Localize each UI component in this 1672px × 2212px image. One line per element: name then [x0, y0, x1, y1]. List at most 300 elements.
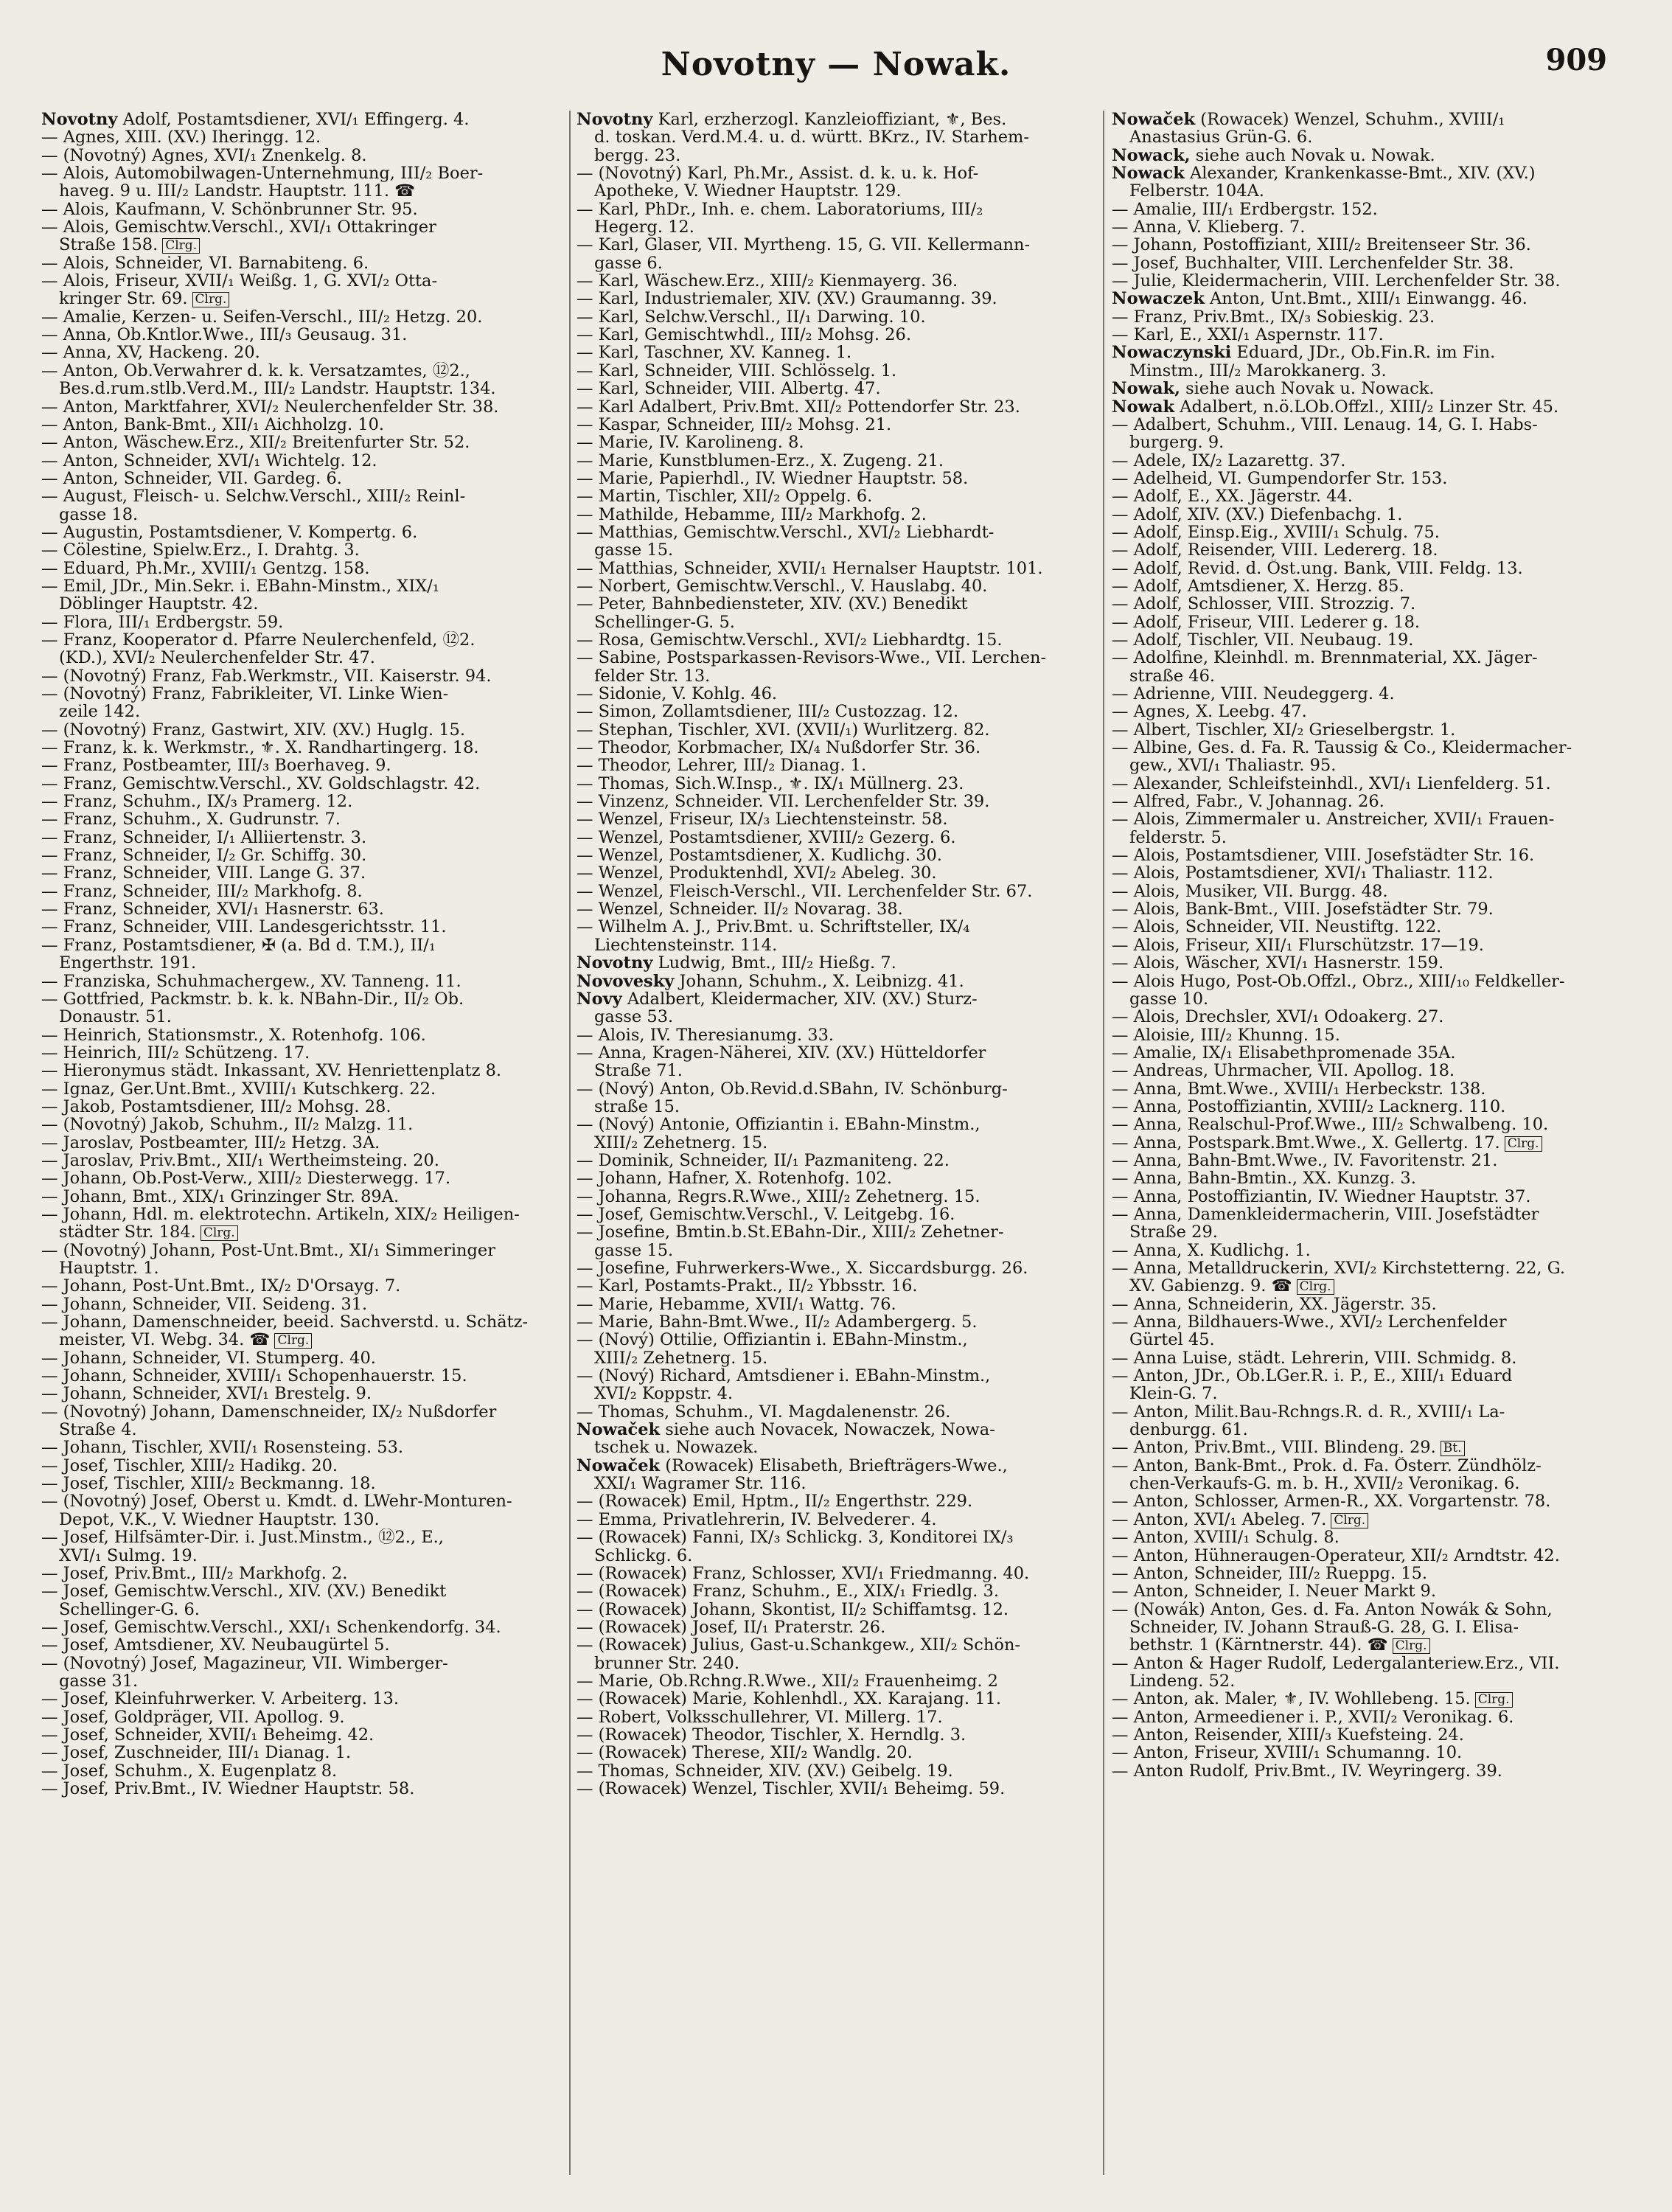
entry-text: Alexander, Krankenkasse-Bmt., XIV. (XV.) — [1184, 164, 1536, 183]
directory-entry-line — [577, 111, 1085, 128]
entry-text: — Wenzel, Postamtsdiener, X. Kudlichg. 30. — [577, 846, 942, 865]
directory-entry-line — [577, 362, 1085, 380]
entry-surname: Nowaczek — [1112, 290, 1205, 308]
directory-entry-line — [41, 1152, 550, 1169]
entry-text: haveg. 9 u. III/₂ Landstr. Hauptstr. 111. ☎ — [59, 182, 416, 201]
directory-entry-line — [577, 1565, 1085, 1582]
directory-entry-line — [41, 524, 550, 541]
directory-entry-line — [1112, 1242, 1620, 1259]
directory-entry-line — [41, 290, 550, 307]
entry-text: Depot, V.K., V. Wiedner Hauptstr. 130. — [59, 1510, 380, 1529]
directory-entry-line — [1112, 649, 1620, 667]
entry-text: — Wenzel, Postamtsdiener, XVIII/₂ Gezerg. 6. — [577, 828, 956, 847]
directory-entry-line — [41, 739, 550, 757]
directory-entry-line — [1112, 560, 1620, 577]
entry-text: Döblinger Hauptstr. 42. — [59, 595, 259, 613]
directory-entry-line — [1112, 973, 1620, 990]
entry-text: — Anna, Bahn-Bmt.Wwe., IV. Favoritenstr. 21. — [1112, 1151, 1498, 1170]
directory-entry-line — [1112, 326, 1620, 344]
directory-entry-line — [41, 272, 550, 290]
directory-entry-line — [41, 1206, 550, 1223]
entry-text: — Franziska, Schuhmachergew., XV. Tanneng. 11. — [41, 972, 461, 990]
entry-text: — Josef, Tischler, XIII/₂ Beckmanng. 18. — [41, 1475, 376, 1493]
entry-text: — Alois, Drechsler, XVI/₁ Odoakerg. 27. — [1112, 1008, 1444, 1026]
directory-entry-line — [577, 631, 1085, 649]
column-divider — [1103, 111, 1104, 2175]
directory-entry-line — [41, 218, 550, 236]
directory-entry-line — [41, 829, 550, 846]
directory-entry-line — [1112, 452, 1620, 470]
entry-text: — Anton, ak. Maler, ⚜, IV. Wohllebeng. 15. — [1112, 1690, 1471, 1708]
entry-text: — Alois, Bank-Bmt., VIII. Josefstädter Str. 79. — [1112, 900, 1494, 919]
directory-entry-line — [577, 793, 1085, 810]
entry-text: Minstm., III/₂ Marokkanerg. 3. — [1129, 361, 1387, 380]
entry-text: gasse 31. — [59, 1672, 139, 1691]
directory-entry-line — [41, 613, 550, 631]
entry-text: bethstr. 1 (Kärntnerstr. 44). ☎ — [1129, 1636, 1388, 1655]
directory-entry-line — [1112, 344, 1620, 361]
entry-text: — Marie, Bahn-Bmt.Wwe., II/₂ Adambergerg. 5. — [577, 1313, 978, 1332]
entry-text: straße 46. — [1129, 667, 1216, 685]
directory-entry-line — [1112, 362, 1620, 380]
entry-badge: Bt. — [1441, 1441, 1465, 1456]
entry-text: — Johann, Postoffiziant, XIII/₂ Breitenseer Str. 36. — [1112, 236, 1531, 254]
directory-entry-line — [577, 1026, 1085, 1044]
directory-entry-line — [1112, 1277, 1620, 1295]
entry-text: — Anna, Schneiderin, XX. Jägerstr. 35. — [1112, 1295, 1437, 1314]
entry-surname: Novotny — [577, 111, 653, 129]
directory-entry-line — [41, 1169, 550, 1187]
directory-entry-line — [577, 613, 1085, 631]
entry-text: tschek u. Nowazek. — [594, 1439, 759, 1457]
directory-entry-line — [41, 487, 550, 505]
directory-entry-line — [41, 1026, 550, 1044]
entry-text: d. toskan. Verd.M.4. u. d. württ. BKrz., IV. Starhem- — [594, 128, 1029, 147]
entry-text: — Alois, Postamtsdiener, XVI/₁ Thaliastr. 112. — [1112, 864, 1494, 883]
entry-text: — Anton, Hühneraugen-Operateur, XII/₂ Arndtstr. 42. — [1112, 1546, 1560, 1565]
directory-entry-line — [577, 775, 1085, 793]
entry-text: — Matthias, Schneider, XVII/₁ Hernalser Hauptstr. 101. — [577, 559, 1043, 577]
entry-text: — Anton, Wäschew.Erz., XII/₂ Breitenfurter Str. 52. — [41, 434, 470, 452]
directory-entry-line — [1112, 631, 1620, 649]
entry-text: — Amalie, Kerzen- u. Seifen-Verschl., III/₂ Hetzg. 20. — [41, 307, 483, 327]
entry-text: — Alois, Automobilwagen-Unternehmung, III/₂ Boer- — [41, 164, 484, 183]
entry-text: — Emma, Privatlehrerin, IV. Belvederег. 4. — [577, 1510, 937, 1529]
directory-column-3 — [1112, 111, 1620, 1780]
directory-entry-line — [577, 954, 1085, 972]
entry-text: straße 15. — [594, 1097, 680, 1116]
directory-entry-line — [1112, 1223, 1620, 1241]
directory-entry-line — [577, 1439, 1085, 1456]
directory-entry-line — [41, 793, 550, 810]
directory-entry-line — [577, 973, 1085, 990]
directory-entry-line — [1112, 883, 1620, 900]
entry-text: — Agnes, XIII. (XV.) Iheringg. 12. — [41, 128, 321, 147]
directory-entry-line — [41, 577, 550, 595]
entry-text: — Johann, Bmt., XIX/₁ Grinzinger Str. 89A. — [41, 1187, 400, 1206]
entry-surname: Nowak — [1112, 397, 1175, 416]
directory-entry-line — [41, 506, 550, 524]
page-title: Novotny — Nowak. — [661, 46, 1011, 83]
directory-entry-line — [577, 434, 1085, 451]
entry-text: Schellinger-G. 5. — [594, 613, 735, 631]
entry-text: — Matthias, Gemischtw.Verschl., XVI/₂ Liebhardt- — [577, 523, 995, 542]
entry-text: Engerthstr. 191. — [59, 954, 197, 973]
entry-text: — Johann, Damenschneider, beeid. Sachverstd. u. Schätz- — [41, 1313, 529, 1332]
entry-text: — Franz, Schuhm., X. Gudrunstr. 7. — [41, 810, 341, 829]
directory-entry-line — [577, 936, 1085, 954]
directory-entry-line — [41, 1403, 550, 1421]
directory-entry-line — [1112, 918, 1620, 936]
entry-text: — Anton, Ob.Verwahrer d. k. k. Versatzamtes, ⑫2., — [41, 361, 470, 380]
entry-text: — Flora, III/₁ Erdbergstr. 59. — [41, 613, 284, 631]
directory-entry-line — [577, 470, 1085, 487]
entry-text: — (Rowacek) Johann, Skontist, II/₂ Schiffamtsg. 12. — [577, 1600, 1009, 1618]
entry-text: — Karl, Industriemaler, XIV. (XV.) Graumanng. 39. — [577, 290, 997, 308]
entry-text: — Josef, Amtsdiener, XV. Neubaugürtel 5. — [41, 1636, 390, 1655]
entry-text: — Alois, Wäscher, XVI/₁ Hasnerstr. 159. — [1112, 954, 1444, 973]
directory-entry-line — [577, 147, 1085, 164]
directory-entry-line — [1112, 775, 1620, 793]
entry-text: — Anton, Bank-Bmt., Prok. d. Fa. Österr. Zündhölz- — [1112, 1456, 1542, 1475]
entry-text: — Anna, Realschul-Prof.Wwe., III/₂ Schwalbeng. 10. — [1112, 1116, 1549, 1134]
entry-text: — Johann, Schneider, XVI/₁ Brestelg. 9. — [41, 1385, 372, 1403]
entry-text: — Johann, Tischler, XVII/₁ Rosensteing. 53. — [41, 1439, 404, 1457]
entry-text: — Theodor, Korbmacher, IX/₄ Nußdorfer Str. 36. — [577, 739, 981, 757]
entry-text: Apotheke, V. Wiedner Hauptstr. 129. — [594, 182, 902, 201]
entry-text: — Josef, Kleinfuhrwerker. V. Arbeiterg. 13. — [41, 1690, 399, 1708]
directory-entry-line — [1112, 577, 1620, 595]
entry-text: brunner Str. 240. — [594, 1654, 739, 1672]
directory-entry-line — [577, 1636, 1085, 1654]
directory-entry-line — [1112, 936, 1620, 954]
directory-entry-line — [41, 918, 550, 936]
directory-entry-line — [1112, 308, 1620, 326]
entry-text: — Adolf, E., XX. Jägerstr. 44. — [1112, 487, 1353, 506]
entry-text: — Josef, Schneider, XVII/₁ Beheimg. 42. — [41, 1725, 375, 1745]
directory-entry-line — [41, 1618, 550, 1636]
directory-entry-line — [1112, 1762, 1620, 1780]
entry-text: — Franz, Schneider, VIII. Lange G. 37. — [41, 864, 366, 883]
entry-surname: Nowack, — [1112, 146, 1191, 165]
entry-text: — (Nový) Ottilie, Offiziantin i. EBahn-Minstm., — [577, 1331, 968, 1349]
directory-entry-line — [41, 595, 550, 613]
entry-text: — Johann, Hdl. m. elektrotechn. Artikeln, XIX/₂ Heiligen- — [41, 1205, 520, 1224]
entry-text: — Johann, Hafner, X. Rotenhofg. 102. — [577, 1169, 892, 1188]
entry-text: — (Rowacek) Wenzel, Tischler, XVII/₁ Beheimg. 59. — [577, 1779, 1006, 1798]
directory-entry-line — [577, 344, 1085, 361]
directory-entry-line — [1112, 810, 1620, 828]
entry-text: siehe auch Novak u. Nowak. — [1190, 146, 1435, 165]
entry-text: kringer Str. 69. — [59, 290, 188, 308]
entry-text: — Anton, Friseur, XVIII/₁ Schumanng. 10. — [1112, 1744, 1463, 1762]
entry-text: — (Novotný) Agnes, XVI/₁ Znenkelg. 8. — [41, 146, 367, 165]
entry-text: — Karl, Selchw.Verschl., II/₁ Darwing. 10. — [577, 307, 926, 327]
entry-text: felderstr. 5. — [1129, 828, 1227, 847]
entry-text: zeile 142. — [59, 703, 141, 721]
entry-surname: Nowaček — [577, 1421, 661, 1439]
entry-text: — Marie, Ob.Rchng.R.Wwe., XII/₂ Frauenheimg. 2 — [577, 1672, 998, 1691]
entry-text: — Karl, Taschner, XV. Kanneg. 1. — [577, 344, 852, 362]
entry-text: — Josef, Buchhalter, VIII. Lerchenfelder Str. 38. — [1112, 254, 1514, 273]
directory-entry-line — [41, 1331, 550, 1349]
directory-entry-line — [577, 452, 1085, 470]
entry-badge: Clrg. — [274, 1333, 312, 1349]
entry-text: — (Rowacek) Julius, Gast-u.Schankgew., XII/₂ Schön- — [577, 1636, 1021, 1655]
entry-text: — (Nový) Richard, Amtsdiener i. EBahn-Minstm., — [577, 1367, 991, 1385]
entry-text: — Josef, Gemischtw.Verschl., XXI/₁ Schenkendorfg. 34. — [41, 1618, 501, 1637]
entry-badge: Clrg. — [1331, 1513, 1368, 1528]
directory-entry-line — [577, 1690, 1085, 1708]
entry-text: — Alois, IV. Theresianumg. 33. — [577, 1026, 835, 1044]
entry-text: — Heinrich, III/₂ Schützeng. 17. — [41, 1043, 310, 1062]
entry-text: Schneider, IV. Johann Strauß-G. 28, G. I. Elisa- — [1129, 1618, 1519, 1637]
directory-entry-line — [577, 1295, 1085, 1313]
directory-entry-line — [577, 1080, 1085, 1098]
entry-text: — Franz, Priv.Bmt., IX/₃ Sobieskig. 23. — [1112, 307, 1435, 327]
entry-text: — Alois, Schneider, VII. Neustiftg. 122. — [1112, 918, 1442, 936]
entry-text: — Josef, Zuschneider, III/₁ Dianag. 1. — [41, 1744, 352, 1762]
directory-entry-line — [1112, 1492, 1620, 1510]
directory-entry-line — [1112, 1511, 1620, 1528]
entry-text: — (Novotný) Josef, Magazineur, VII. Wimberger- — [41, 1654, 448, 1672]
directory-entry-line — [1112, 1439, 1620, 1456]
entry-text: — Adolf, Revid. d. Öst.ung. Bank, VIII. Feldg. 13. — [1112, 559, 1523, 577]
entry-text: — Karl, PhDr., Inh. e. chem. Laboratoriums, III/₂ — [577, 200, 983, 219]
entry-text: Liechtensteinstr. 114. — [594, 936, 778, 955]
directory-entry-line — [1112, 1690, 1620, 1708]
entry-text: — Anna, Bmt.Wwe., XVIII/₁ Herbeckstr. 138. — [1112, 1079, 1486, 1098]
entry-surname: Nowaček — [577, 1456, 661, 1475]
directory-entry-line — [577, 1547, 1085, 1565]
directory-entry-line — [1112, 1708, 1620, 1726]
entry-text: burgerg. 9. — [1129, 434, 1225, 452]
entry-text: — Anna, Postoffiziantin, IV. Wiedner Hauptstr. 37. — [1112, 1187, 1531, 1206]
entry-text: — Albine, Ges. d. Fa. R. Taussig & Co., Kleidermacher- — [1112, 739, 1572, 757]
directory-entry-line — [1112, 667, 1620, 685]
directory-entry-line — [1112, 1744, 1620, 1761]
entry-text: — Kaspar, Schneider, III/₂ Mohsg. 21. — [577, 415, 892, 434]
directory-entry-line — [577, 1331, 1085, 1349]
entry-text: — Karl, Schneider, VIII. Albertg. 47. — [577, 380, 881, 398]
directory-entry-line — [1112, 1475, 1620, 1492]
entry-text: — (Nový) Antonie, Offiziantin i. EBahn-Minstm., — [577, 1116, 980, 1134]
directory-entry-line — [41, 1655, 550, 1672]
entry-badge: Clrg. — [1475, 1692, 1513, 1708]
directory-entry-line — [1112, 1169, 1620, 1187]
entry-text: — Josef, Goldpräger, VII. Apollog. 9. — [41, 1708, 345, 1726]
directory-entry-line — [41, 1242, 550, 1259]
directory-entry-line — [1112, 1062, 1620, 1079]
entry-text: XVI/₂ Koppstr. 4. — [594, 1385, 734, 1403]
entry-text: — (Novotný) Johann, Post-Unt.Bmt., XI/₁ Simmeringer — [41, 1241, 496, 1259]
directory-entry-line — [41, 1744, 550, 1761]
entry-text: — Josef, Tischler, XIII/₂ Hadikg. 20. — [41, 1456, 338, 1475]
entry-surname: Nowak, — [1112, 380, 1180, 398]
entry-text: Felberstr. 104A. — [1129, 182, 1264, 201]
directory-entry-line — [41, 1259, 550, 1277]
directory-entry-line — [577, 487, 1085, 505]
entry-text: — Anton, Schneider, VII. Gardeg. 6. — [41, 469, 342, 488]
entry-text: — Anna, X. Kudlichg. 1. — [1112, 1241, 1311, 1259]
entry-text: — Julie, Kleidermacherin, VIII. Lerchenfelder Str. 38. — [1112, 272, 1561, 291]
directory-entry-line — [1112, 954, 1620, 972]
entry-text: — Marie, Hebamme, XVII/₁ Wattg. 76. — [577, 1295, 896, 1314]
directory-entry-line — [41, 560, 550, 577]
directory-entry-line — [1112, 1672, 1620, 1690]
directory-entry-line — [577, 900, 1085, 918]
entry-text: — Anton, Schneider, I. Neuer Markt 9. — [1112, 1582, 1437, 1601]
entry-text: Straße 158. — [59, 236, 159, 254]
directory-entry-line — [41, 1295, 550, 1313]
directory-entry-line — [577, 595, 1085, 613]
directory-entry-line — [41, 954, 550, 972]
entry-text: XVI/₁ Sulmg. 19. — [59, 1546, 198, 1565]
entry-text: Bes.d.rum.stlb.Verd.M., III/₂ Landstr. Hauptstr. 134. — [59, 380, 496, 398]
directory-entry-line — [1112, 147, 1620, 164]
directory-entry-line — [577, 703, 1085, 720]
entry-text: — (Nowák) Anton, Ges. d. Fa. Anton Nowák & Sohn, — [1112, 1600, 1553, 1618]
directory-entry-line — [1112, 829, 1620, 846]
entry-text: — Franz, k. k. Werkmstr., ⚜. X. Randhartingerg. 18. — [41, 739, 479, 757]
directory-entry-line — [1112, 1421, 1620, 1439]
directory-entry-line — [577, 1762, 1085, 1780]
directory-entry-line — [41, 1421, 550, 1439]
directory-column-2 — [577, 111, 1085, 1798]
directory-entry-line — [41, 1726, 550, 1744]
directory-entry-line — [577, 1367, 1085, 1385]
directory-entry-line — [41, 1349, 550, 1367]
entry-text: — Alois, Zimmermaler u. Anstreicher, XVII/₁ Frauen- — [1112, 810, 1555, 829]
directory-entry-line — [41, 900, 550, 918]
directory-entry-line — [41, 1188, 550, 1206]
directory-entry-line — [577, 128, 1085, 146]
entry-text: — Thomas, Schuhm., VI. Magdalenenstr. 26. — [577, 1402, 951, 1422]
entry-text: — Sabine, Postsparkassen-Revisors-Wwe., VII. Lerchen- — [577, 649, 1047, 667]
entry-text: — Anna, V. Klieberg. 7. — [1112, 218, 1306, 237]
entry-text: — Eduard, Ph.Mr., XVIII/₁ Gentzg. 158. — [41, 559, 370, 577]
directory-entry-line — [1112, 1098, 1620, 1116]
directory-entry-line — [41, 1385, 550, 1402]
directory-entry-line — [41, 1601, 550, 1618]
entry-text: Straße 29. — [1129, 1223, 1218, 1242]
entry-text: — Franz, Gemischtw.Verschl., XV. Goldschlagstr. 42. — [41, 774, 481, 793]
directory-entry-line — [41, 810, 550, 828]
directory-entry-line — [577, 1601, 1085, 1618]
entry-text: — Anna Luise, städt. Lehrerin, VIII. Schmidg. 8. — [1112, 1349, 1517, 1368]
entry-text: — Adele, IX/₂ Lazarettg. 37. — [1112, 451, 1346, 470]
entry-text: — Anna, Ob.Kntlor.Wwe., III/₃ Geusaug. 31. — [41, 326, 408, 344]
entry-text: — Simon, Zollamtsdiener, III/₂ Custozzag. 12. — [577, 703, 959, 721]
directory-entry-line — [41, 775, 550, 793]
directory-entry-line — [41, 236, 550, 254]
page-header — [0, 43, 1672, 97]
entry-text: Anastasius Grün-G. 6. — [1129, 128, 1313, 147]
directory-entry-line — [41, 1134, 550, 1152]
entry-text: — Adalbert, Schuhm., VIII. Lenaug. 14, G. I. Habs- — [1112, 415, 1538, 434]
directory-entry-line — [1112, 254, 1620, 272]
entry-text: — (Novotný) Josef, Oberst u. Kmdt. d. LWehr-Monturen- — [41, 1492, 512, 1511]
directory-entry-line — [1112, 506, 1620, 524]
entry-text: — (Rowacek) Therese, XII/₂ Wandlg. 20. — [577, 1744, 913, 1762]
entry-text: — Johann, Post-Unt.Bmt., IX/₂ D'Orsayg. 7. — [41, 1277, 401, 1295]
directory-entry-line — [1112, 1655, 1620, 1672]
entry-text: — (Novotný) Franz, Fabrikleiter, VI. Linke Wien- — [41, 685, 449, 703]
entry-text: — Adrienne, VIII. Neudeggerg. 4. — [1112, 685, 1395, 703]
directory-entry-line — [577, 308, 1085, 326]
entry-text: Ludwig, Bmt., III/₂ Hießg. 7. — [652, 954, 896, 973]
entry-text: Anton, Unt.Bmt., XIII/₁ Einwangg. 46. — [1204, 290, 1528, 308]
directory-entry-line — [1112, 1636, 1620, 1654]
directory-entry-line — [577, 524, 1085, 541]
directory-entry-line — [1112, 1582, 1620, 1600]
entry-text: Adalbert, n.ö.LOb.Offzl., XIII/₂ Linzer Str. 45. — [1174, 397, 1559, 416]
entry-text: — Karl, Gemischtwhdl., III/₂ Mohsg. 26. — [577, 326, 911, 344]
directory-entry-line — [577, 1116, 1085, 1133]
directory-entry-line — [41, 936, 550, 954]
directory-entry-line — [1112, 272, 1620, 290]
entry-text: — Adolf, XIV. (XV.) Diefenbachg. 1. — [1112, 505, 1403, 524]
directory-entry-line — [41, 452, 550, 470]
entry-text: — Alois, Friseur, XII/₁ Flurschützstr. 17—19. — [1112, 936, 1484, 955]
entry-text: gasse 53. — [594, 1008, 674, 1026]
entry-text: siehe auch Novak u. Nowack. — [1180, 380, 1435, 398]
entry-text: — Anton, XVI/₁ Abeleg. 7. — [1112, 1510, 1327, 1529]
directory-entry-line — [577, 290, 1085, 307]
entry-text: — Josef, Priv.Bmt., IV. Wiedner Hauptstr. 58. — [41, 1779, 415, 1798]
directory-entry-line — [41, 1636, 550, 1654]
entry-text: — Anton, Armeediener i. P., XVII/₂ Veronikag. 6. — [1112, 1708, 1514, 1726]
directory-entry-line — [41, 757, 550, 774]
directory-entry-line — [1112, 990, 1620, 1008]
directory-entry-line — [41, 398, 550, 416]
entry-text: — Amalie, III/₁ Erdbergstr. 152. — [1112, 200, 1378, 219]
entry-text: gasse 15. — [594, 1241, 674, 1259]
directory-entry-line — [577, 721, 1085, 739]
directory-entry-line — [41, 1457, 550, 1475]
entry-text: meister, VI. Webg. 34. ☎ — [59, 1331, 271, 1349]
entry-text: — Franz, Kooperator d. Pfarre Neulerchenfeld, ⑫2. — [41, 630, 476, 650]
directory-entry-line — [1112, 1080, 1620, 1098]
directory-entry-line — [41, 470, 550, 487]
entry-text: — (Rowacek) Fanni, IX/₃ Schlickg. 3, Konditorei IX/₃ — [577, 1528, 1014, 1547]
directory-entry-line — [577, 1313, 1085, 1331]
directory-entry-line — [577, 739, 1085, 757]
directory-entry-line — [1112, 721, 1620, 739]
entry-surname: Novy — [577, 990, 622, 1009]
entry-text: — Franz, Schneider, VIII. Landesgerichtsstr. 11. — [41, 918, 447, 936]
directory-entry-line — [577, 757, 1085, 774]
directory-entry-line — [1112, 218, 1620, 236]
directory-entry-line — [41, 164, 550, 182]
entry-text: — (Rowacek) Emil, Hptm., II/₂ Engerthstr. 229. — [577, 1492, 973, 1511]
directory-entry-line — [577, 577, 1085, 595]
entry-text: städter Str. 184. — [59, 1223, 196, 1242]
directory-entry-line — [577, 560, 1085, 577]
entry-text: gasse 15. — [594, 541, 674, 560]
entry-text: XXI/₁ Wagramer Str. 116. — [594, 1475, 807, 1493]
entry-text: — Wenzel, Produktenhdl, XVI/₂ Abeleg. 30. — [577, 864, 937, 883]
entry-text: (Rowacek) Wenzel, Schuhm., XVIII/₁ — [1195, 111, 1505, 129]
entry-text: — Johanna, Regrs.R.Wwe., XIII/₂ Zehetnerg. 15. — [577, 1187, 980, 1206]
entry-surname: Novotny — [577, 954, 653, 973]
entry-text: — Alois, Kaufmann, V. Schönbrunner Str. 95. — [41, 200, 418, 219]
entry-text: — (Novotný) Karl, Ph.Mr., Assist. d. k. u. k. Hof- — [577, 164, 979, 183]
entry-text: Eduard, JDr., Ob.Fin.R. im Fin. — [1231, 344, 1496, 362]
directory-entry-line — [577, 1206, 1085, 1223]
column-divider — [569, 111, 571, 2175]
entry-text: — Anna, Postspark.Bmt.Wwe., X. Gellertg. 17. — [1112, 1133, 1500, 1152]
